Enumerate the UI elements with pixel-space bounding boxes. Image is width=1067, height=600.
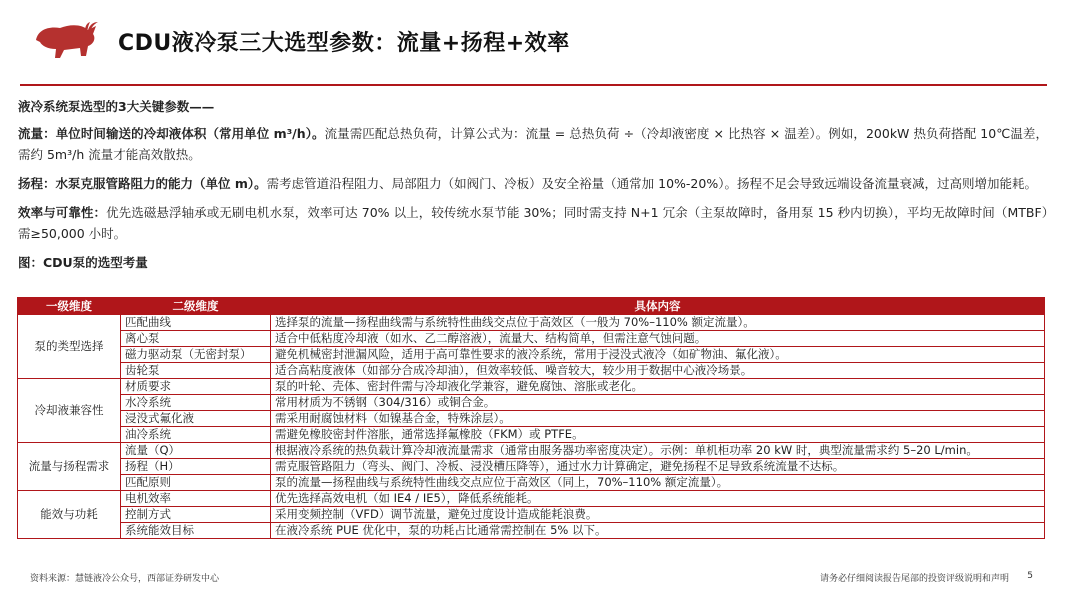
- sub-cell: 扬程（H）: [121, 459, 271, 475]
- disclaimer-note: 请务必仔细阅读报告尾部的投资评级说明和声明: [819, 574, 1009, 584]
- sub-cell: 匹配曲线: [121, 315, 271, 331]
- table-header-row: [18, 298, 1045, 315]
- sub-cell: 材质要求: [121, 379, 271, 395]
- sub-cell: 系统能效目标: [121, 523, 271, 539]
- table-row: [18, 347, 1045, 363]
- figure-title: 图：CDU泵的选型考量: [18, 255, 148, 270]
- source-note: 资料来源：慧链液冷公众号，西部证券研发中心: [30, 574, 220, 584]
- table-row: [18, 507, 1045, 523]
- content-cell: 选择泵的流量—扬程曲线需与系统特性曲线交点位于高效区（一般为 70%–110% 额定流量）。: [271, 315, 1045, 331]
- sub-cell: 离心泵: [121, 331, 271, 347]
- table-row: [18, 411, 1045, 427]
- content-cell: 采用变频控制（VFD）调节流量，避免过度设计造成能耗浪费。: [271, 507, 1045, 523]
- sub-cell: 流量（Q）: [121, 443, 271, 459]
- table-row: [18, 443, 1045, 459]
- paragraph-text: 流量需匹配总热负荷，计算公式为：流量 = 总热负荷 ÷（冷却液密度 × 比热容 × 温差）。例如，200kW 热负荷搭配 10℃温差，需约 5m³/h 流量才能高效散热。: [18, 126, 1048, 162]
- paragraph-head: [18, 173, 1048, 194]
- pump-selection-table: [17, 297, 1045, 539]
- table-header-cell: 一级维度: [18, 298, 121, 315]
- paragraph-lead: 扬程：水泵克服管路阻力的能力（单位 m）。: [18, 176, 267, 191]
- content-cell: 需采用耐腐蚀材料（如镍基合金，特殊涂层）。: [271, 411, 1045, 427]
- page-title: CDU液冷泵三大选型参数：流量+扬程+效率: [118, 31, 570, 56]
- category-cell: 泵的类型选择: [18, 315, 121, 379]
- content-cell: 需避免橡胶密封件溶胀，通常选择氟橡胶（FKM）或 PTFE。: [271, 427, 1045, 443]
- table-row: [18, 395, 1045, 411]
- category-cell: 流量与扬程需求: [18, 443, 121, 491]
- paragraph-lead: 效率与可靠性：: [18, 205, 107, 220]
- table-row: [18, 363, 1045, 379]
- content-cell: 优先选择高效电机（如 IE4 / IE5），降低系统能耗。: [271, 491, 1045, 507]
- sub-cell: 控制方式: [121, 507, 271, 523]
- paragraph-text: 需考虑管道沿程阻力、局部阻力（如阀门、冷板）及安全裕量（通常加 10%-20%）。扬程不足会导致远端设备流量衰减，过高则增加能耗。: [266, 176, 1037, 191]
- table-header-cell: 二级维度: [121, 298, 271, 315]
- page-number: 5: [1027, 571, 1033, 581]
- content-cell: 泵的叶轮、壳体、密封件需与冷却液化学兼容，避免腐蚀、溶胀或老化。: [271, 379, 1045, 395]
- sub-cell: 齿轮泵: [121, 363, 271, 379]
- sub-cell: 电机效率: [121, 491, 271, 507]
- table-row: [18, 427, 1045, 443]
- content-cell: 避免机械密封泄漏风险，适用于高可靠性要求的液冷系统，常用于浸没式液冷（如矿物油、氟化液）。: [271, 347, 1045, 363]
- content-cell: 根据液冷系统的热负载计算冷却液流量需求（通常由服务器功率密度决定）。示例：单机柜功率 20 kW 时，典型流量需求约 5–20 L/min。: [271, 443, 1045, 459]
- content-cell: 常用材质为不锈钢（304/316）或铜合金。: [271, 395, 1045, 411]
- sub-cell: 磁力驱动泵（无密封泵）: [121, 347, 271, 363]
- content-cell: 需克服管路阻力（弯头、阀门、冷板、浸没槽压降等），通过水力计算确定，避免扬程不足导致系统流量不达标。: [271, 459, 1045, 475]
- table-row: [18, 475, 1045, 491]
- table-row: [18, 491, 1045, 507]
- sub-cell: 浸没式氟化液: [121, 411, 271, 427]
- category-cell: 能效与功耗: [18, 491, 121, 539]
- paragraph-lead: 流量：单位时间输送的冷却液体积（常用单位 m³/h）。: [18, 126, 325, 141]
- table-row: [18, 331, 1045, 347]
- paragraph-text: 优先选磁悬浮轴承或无刷电机水泵，效率可达 70% 以上，较传统水泵节能 30%；同时需支持 N+1 冗余（主泵故障时，备用泵 15 秒内切换），平均无故障时间（MTBF）需≥50,000 小时。: [18, 205, 1048, 241]
- sub-cell: 匹配原则: [121, 475, 271, 491]
- sub-cell: 水冷系统: [121, 395, 271, 411]
- content-cell: 适合高粘度液体（如部分合成冷却油），但效率较低、噪音较大，较少用于数据中心液冷场景。: [271, 363, 1045, 379]
- table-row: [18, 523, 1045, 539]
- table-row: [18, 315, 1045, 331]
- paragraph-flow: [18, 123, 1048, 165]
- bull-logo-icon: [30, 18, 102, 62]
- table-header-cell: 具体内容: [271, 298, 1045, 315]
- content-cell: 适合中低粘度冷却液（如水、乙二醇溶液），流量大、结构简单，但需注意气蚀问题。: [271, 331, 1045, 347]
- intro-section: [18, 96, 1048, 273]
- intro-heading: 液冷系统泵选型的3大关键参数——: [18, 99, 215, 114]
- paragraph-efficiency: [18, 202, 1048, 244]
- category-cell: 冷却液兼容性: [18, 379, 121, 443]
- content-cell: 在液冷系统 PUE 优化中，泵的功耗占比通常需控制在 5% 以下。: [271, 523, 1045, 539]
- content-cell: 泵的流量—扬程曲线与系统特性曲线交点应位于高效区（同上，70%–110% 额定流量）。: [271, 475, 1045, 491]
- table-row: [18, 379, 1045, 395]
- table-row: [18, 459, 1045, 475]
- title-divider: [20, 84, 1047, 86]
- sub-cell: 油冷系统: [121, 427, 271, 443]
